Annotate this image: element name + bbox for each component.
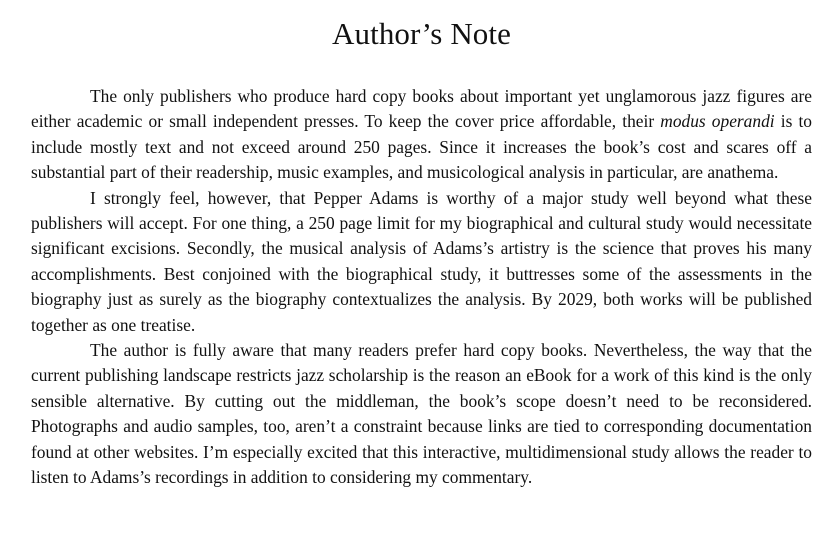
paragraph-2: I strongly feel, however, that Pepper Adams is worthy of a major study well beyond what these publishers will accept. For one thing, a 250 page limit for my biographical and cultural study would necessitate significant excisions. Secondly, the musical analysis of Adams’s artistry is the science that proves his many accomplishments. Best conjoined with the biographical study, it buttresses some of the assessments in the biography just as surely as the biography contextualizes the analysis. By 2029, both works will be published together as one treatise. [31, 187, 812, 335]
page-title: Author’s Note [332, 16, 511, 51]
paragraph-1 [31, 84, 812, 186]
paragraph-1-text-end: is to include mostly text and not exceed around 250 pages. Since it increases the book’s cost and scares off a substantial part of their readership, music examples, and musicological analysis in particular, are anathema. [31, 111, 812, 183]
paragraph-1-italic-phrase: modus operandi [660, 111, 775, 132]
document-page [31, 0, 812, 554]
paragraph-3: The author is fully aware that many readers prefer hard copy books. Nevertheless, the way that the current publishing landscape restricts jazz scholarship is the reason an eBook for a work of this kind is the only sensible alternative. By cutting out the middleman, the book’s scope doesn’t need to be reconsidered. Photographs and audio samples, too, aren’t a constraint because links are tied to corresponding documentation found at other websites. I’m especially excited that this interactive, multidimensional study allows the reader to listen to Adams’s recordings in addition to considering my commentary. [31, 340, 812, 488]
document-body [31, 84, 812, 491]
paragraph-1-text-start: The only publishers who produce hard copy books about important yet unglamorous jazz figures are either academic or small independent presses. To keep the cover price affordable, their [31, 86, 812, 132]
